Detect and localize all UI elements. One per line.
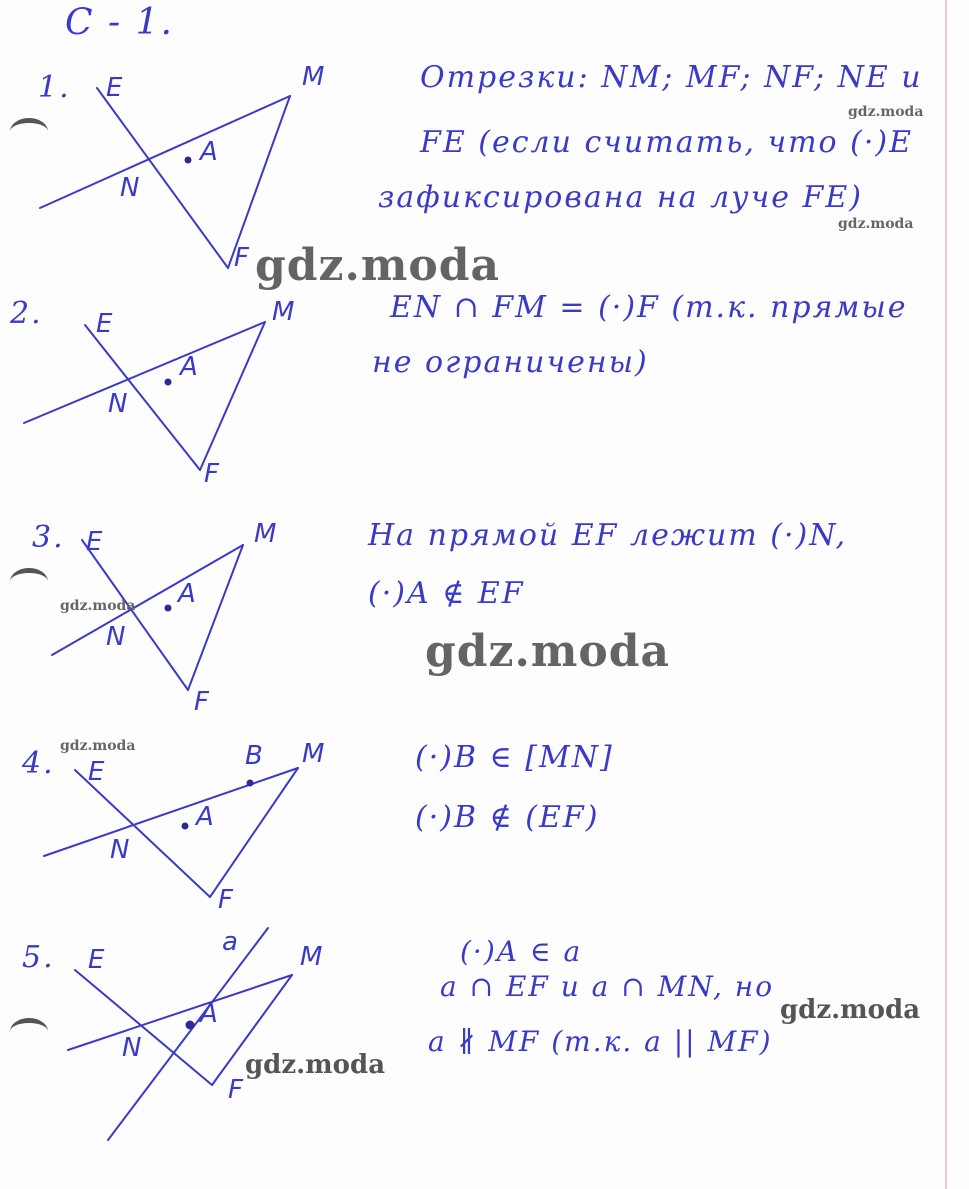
figure-1 [40, 88, 290, 268]
watermark-small: gdz.moda [60, 598, 136, 614]
label-N: N [122, 1033, 142, 1063]
label-M: M [300, 942, 323, 972]
label-F: F [234, 243, 249, 273]
label-A: A [200, 999, 218, 1029]
label-E: E [106, 73, 123, 103]
watermark: gdz.moda [425, 626, 671, 677]
label-N: N [108, 389, 128, 419]
label-M: M [272, 297, 295, 327]
label-A: A [180, 352, 198, 382]
problem-number: 4. [22, 746, 55, 781]
label-M: M [302, 739, 325, 769]
label-F: F [228, 1075, 243, 1105]
label-E: E [88, 757, 105, 787]
label-E: E [86, 527, 103, 557]
label-F: F [218, 885, 233, 915]
label-N: N [110, 835, 130, 865]
label-A: A [178, 579, 196, 609]
watermark: gdz.moda [780, 995, 921, 1025]
figure-3 [52, 540, 243, 690]
label-a: a [222, 927, 238, 957]
problem-text-line: не ограничены) [372, 345, 649, 380]
label-B: B [245, 741, 263, 771]
problem-text-line: a ∩ EF и a ∩ MN, но [440, 970, 775, 1003]
problem-text-line: На прямой EF лежит (·)N, [368, 518, 848, 553]
problem-text-line: зафиксирована на луче FE) [378, 180, 863, 215]
label-N: N [120, 173, 140, 203]
watermark: gdz.moda [255, 240, 501, 291]
label-E: E [96, 309, 113, 339]
figure-2 [24, 322, 265, 470]
label-A: A [196, 802, 214, 832]
page-title: С - 1. [65, 2, 174, 43]
label-A: A [200, 137, 218, 167]
label-M: M [254, 519, 277, 549]
label-E: E [88, 945, 105, 975]
problem-text-line: Отрезки: NM; MF; NF; NE и [420, 60, 923, 95]
label-M: M [302, 62, 325, 92]
label-F: F [204, 459, 219, 489]
problem-number: 2. [10, 296, 43, 331]
problem-text-line: a ∦ MF (т.к. a || MF) [428, 1025, 773, 1058]
problem-text-line: (·)A ∈ a [460, 935, 583, 968]
watermark-small: gdz.moda [838, 216, 914, 232]
problem-number: 5. [22, 940, 55, 975]
label-N: N [106, 622, 126, 652]
watermark-small: gdz.moda [848, 104, 924, 120]
watermark-small: gdz.moda [60, 738, 136, 754]
problem-text-line: (·)B ∉ (EF) [415, 800, 600, 835]
problem-text-line: EN ∩ FM = (·)F (т.к. прямые [390, 290, 908, 325]
problem-text-line: (·)A ∉ EF [368, 576, 525, 611]
problem-text-line: FE (если считать, что (·)E [420, 125, 913, 160]
figure-4 [44, 768, 298, 897]
label-F: F [194, 687, 209, 717]
problem-number: 1. [38, 70, 71, 105]
problem-text-line: (·)B ∈ [MN] [415, 740, 614, 775]
watermark: gdz.moda [245, 1050, 386, 1080]
problem-number: 3. [32, 520, 65, 555]
